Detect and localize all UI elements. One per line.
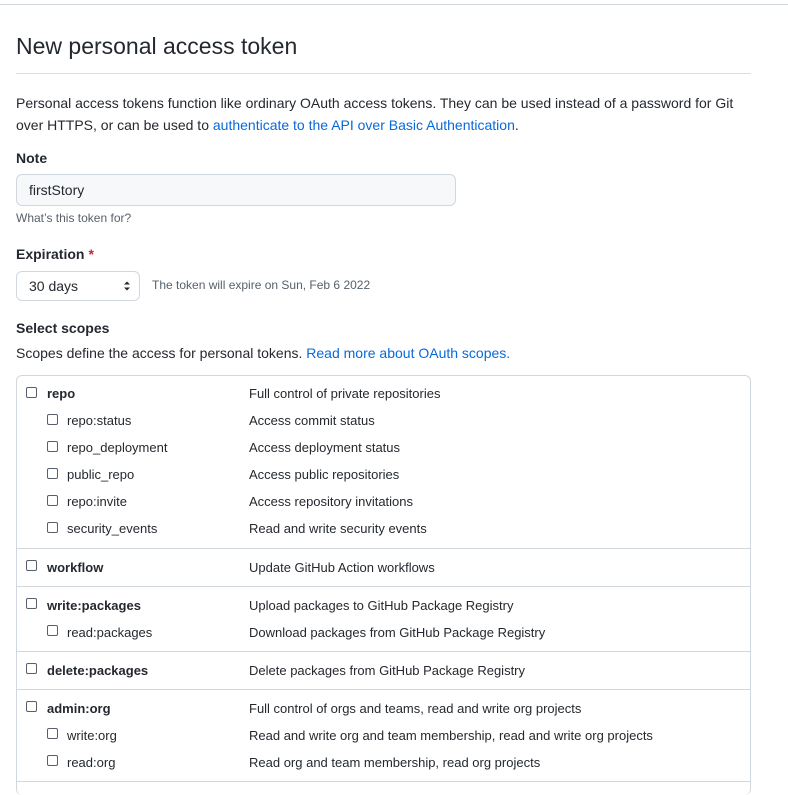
- scope-desc: Access deployment status: [249, 440, 401, 455]
- note-input[interactable]: [16, 174, 456, 206]
- scope-group-delete-packages: [17, 651, 750, 690]
- scope-checkbox-repo-status[interactable]: [47, 414, 58, 425]
- scope-name: repo: [47, 386, 76, 401]
- scope-name: read:packages: [67, 625, 153, 640]
- scope-group-admin-org: [17, 689, 750, 782]
- scope-name: read:org: [67, 755, 116, 770]
- scope-desc: Full control of private repositories: [249, 386, 441, 401]
- scope-name: delete:packages: [47, 663, 149, 678]
- scope-desc: Access repository invitations: [249, 494, 414, 509]
- scopes-description: [16, 345, 510, 361]
- scope-name: security_events: [67, 521, 158, 536]
- scope-checkbox-repo-deployment[interactable]: [47, 441, 58, 452]
- scope-desc: Full control of orgs and teams, read and write org projects: [249, 701, 582, 716]
- scope-desc: Download packages from GitHub Package Registry: [249, 625, 546, 640]
- scope-desc: Delete packages from GitHub Package Registry: [249, 663, 526, 678]
- scope-row-write-org: [17, 722, 750, 749]
- expiration-label: [16, 246, 94, 262]
- scope-desc: Upload packages to GitHub Package Registry: [249, 598, 514, 613]
- scope-checkbox-repo-invite[interactable]: [47, 495, 58, 506]
- required-mark: *: [88, 246, 94, 262]
- intro-body: Personal access tokens function like ordinary OAuth access tokens. They can be used instead of a password for Git over HTTPS, or can be used to: [16, 95, 734, 133]
- title-divider: [16, 73, 751, 74]
- scope-checkbox-security-events[interactable]: [47, 522, 58, 533]
- scopes-desc-text: Scopes define the access for personal tokens.: [16, 345, 307, 361]
- select-scopes-label: Select scopes: [16, 320, 110, 336]
- scope-name: write:packages: [47, 598, 141, 613]
- intro-text: [16, 92, 751, 136]
- scope-list: [16, 375, 751, 795]
- scope-row-security-events: [17, 516, 750, 543]
- expiration-label-text: Expiration: [16, 246, 85, 262]
- scope-row-repo-status: [17, 408, 750, 435]
- scope-row-write-packages: [17, 592, 750, 619]
- scope-group-next: [17, 781, 750, 795]
- basic-auth-link[interactable]: authenticate to the API over Basic Authentication: [212, 117, 515, 133]
- intro-end: .: [514, 117, 519, 133]
- scope-group-write-packages: [17, 586, 750, 652]
- note-hint: What’s this token for?: [16, 211, 132, 225]
- top-divider: [0, 4, 788, 5]
- scope-name: repo:status: [67, 413, 132, 428]
- page-title: New personal access token: [16, 33, 298, 59]
- scope-checkbox-read-packages[interactable]: [47, 625, 58, 636]
- scope-desc: Read org and team membership, read org projects: [249, 755, 541, 770]
- scope-desc: Read and write org and team membership, read and write org projects: [249, 728, 653, 743]
- scope-name: repo:invite: [67, 494, 127, 509]
- expiration-selected-value: 30 days: [29, 278, 79, 294]
- scope-group-repo: [17, 376, 750, 548]
- scope-row-workflow: [17, 554, 750, 581]
- expiration-note: The token will expire on Sun, Feb 6 2022: [152, 278, 371, 292]
- scope-desc: Update GitHub Action workflows: [249, 560, 435, 575]
- scope-checkbox-write-packages[interactable]: [26, 598, 37, 609]
- scope-checkbox-public-repo[interactable]: [47, 468, 58, 479]
- scope-name: workflow: [47, 560, 104, 575]
- scope-row-public-repo: [17, 462, 750, 489]
- oauth-scopes-link[interactable]: Read more about OAuth scopes.: [306, 345, 511, 361]
- scope-row-repo-deployment: [17, 435, 750, 462]
- scope-row-repo-invite: [17, 489, 750, 516]
- scope-checkbox-delete-packages[interactable]: [26, 663, 37, 674]
- scope-group-workflow: [17, 548, 750, 587]
- scope-row-repo: [17, 381, 750, 408]
- scope-name: public_repo: [67, 467, 135, 482]
- expiration-select[interactable]: [16, 271, 140, 301]
- scope-checkbox-workflow[interactable]: [26, 560, 37, 571]
- scope-name: admin:org: [47, 701, 111, 716]
- scope-checkbox-repo[interactable]: [26, 387, 37, 398]
- scope-desc: Read and write security events: [249, 521, 427, 536]
- scope-checkbox-admin-org[interactable]: [26, 701, 37, 712]
- scope-checkbox-read-org[interactable]: [47, 755, 58, 766]
- scope-checkbox-write-org[interactable]: [47, 728, 58, 739]
- scope-name: write:org: [67, 728, 117, 743]
- scope-row-delete-packages: [17, 657, 750, 684]
- scope-row-read-org: [17, 749, 750, 776]
- scope-name: repo_deployment: [67, 440, 168, 455]
- scope-row-admin-org: [17, 695, 750, 722]
- scope-desc: Access commit status: [249, 413, 375, 428]
- scope-desc: Access public repositories: [249, 467, 400, 482]
- select-arrows-icon: [123, 280, 131, 292]
- scope-row-read-packages: [17, 619, 750, 646]
- note-label: Note: [16, 150, 48, 166]
